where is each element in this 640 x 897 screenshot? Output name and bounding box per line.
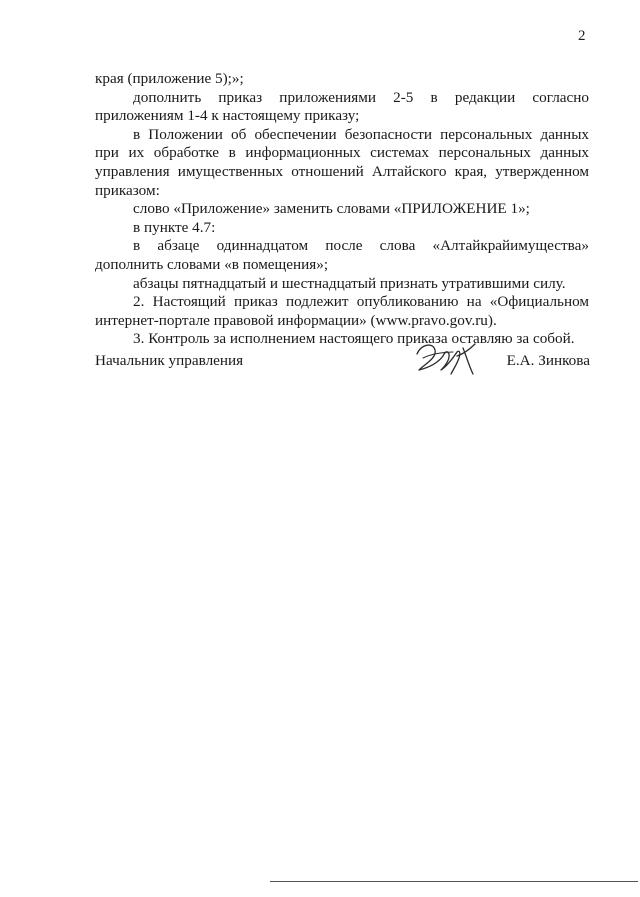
signatory-position: Начальник управления: [95, 352, 244, 369]
paragraph-invalidate: абзацы пятнадцатый и шестнадцатый признать утратившими силу.: [133, 274, 566, 292]
paragraph-clause-4-7: в пункте 4.7:: [133, 218, 216, 236]
signature-block: [95, 340, 590, 380]
paragraph-add-appendices: дополнить приказ приложениями 2-5 в редакции согласно приложениям 1-4 к настоящему приказу;: [95, 88, 589, 125]
paragraph-word-replace: слово «Приложение» заменить словами «ПРИЛОЖЕНИЕ 1»;: [133, 200, 530, 218]
paragraph-eleventh-subpara: в абзаце одиннадцатом после слова «Алтайкрайимущества» дополнить словами «в помещения»;: [95, 237, 589, 273]
handwritten-signature: [413, 340, 483, 378]
paragraph-continuation: края (приложение 5);»;: [95, 70, 244, 87]
footer-divider: [270, 881, 638, 882]
paragraph-control: 3. Контроль за исполнением настоящего приказа оставляю за собой.: [133, 330, 575, 348]
page-number: 2: [578, 28, 586, 44]
signatory-name: Е.А. Зинкова: [506, 352, 590, 369]
paragraph-publication: 2. Настоящий приказ подлежит опубликованию на «Официальном интернет-портале правовой информации» (www.pravo.gov.ru).: [95, 293, 589, 329]
paragraph-regulation: в Положении об обеспечении безопасности персональных данных при их обработке в информационных системах персональных данных управления имущественных отношений Алтайского края, утвержденном приказом:: [95, 125, 589, 199]
document-body: [95, 70, 589, 349]
